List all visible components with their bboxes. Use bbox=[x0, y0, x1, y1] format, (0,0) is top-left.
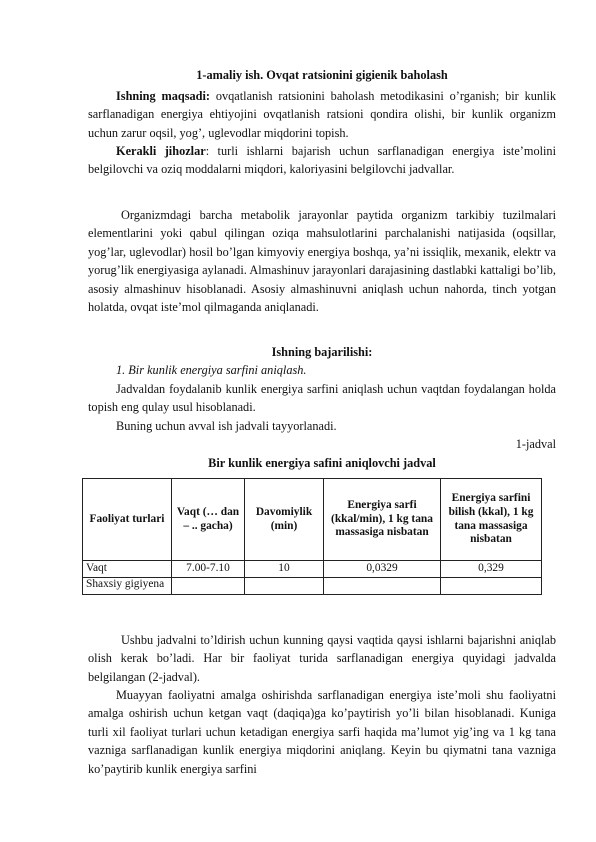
equipment-paragraph bbox=[88, 142, 556, 179]
step1-heading: 1. Bir kunlik energiya sarfini aniqlash. bbox=[116, 363, 307, 377]
after-table-paragraph-2: Muayyan faoliyatni amalga oshirishda sarflanadigan energiya iste’moli shu faoliyatni amalga oshirish uchun ketgan vaqt (daqiqa)ga ko’paytirish yo’li bilan hisoblanadi. Kuniga turli xil faoliyat turlari uchun ketadigan energiya sarfi haqida ma’lumot yig’ing va 1 kg tana vazniga sarflanadigan kunlik energiya miqdorini aniqlang. Keyin bu qiymatni tana vazniga ko’paytirib kunlik energiya sarfini bbox=[88, 688, 556, 776]
table-cell: 0,329 bbox=[441, 561, 542, 578]
aim-paragraph bbox=[88, 87, 556, 142]
table-header-cell: Vaqt (… dan – .. gacha) bbox=[172, 479, 245, 561]
table-cell: 7.00-7.10 bbox=[172, 561, 245, 578]
table-cell: Vaqt bbox=[83, 561, 172, 578]
equipment-text: : turli ishlarni bajarish uchun sarflanadigan energiya iste’molini belgilovchi va oziq moddalarni miqdori, kaloriyasini belgilovchi jadvallar. bbox=[88, 144, 556, 177]
table-cell bbox=[441, 578, 542, 595]
table-header-cell: Energiya sarfi (kkal/min), 1 kg tana massasiga nisbatan bbox=[324, 479, 441, 561]
energy-table bbox=[82, 478, 542, 595]
table-header-row bbox=[83, 479, 542, 561]
step1-text2: Buning uchun avval ish jadvali tayyorlanadi. bbox=[116, 419, 337, 433]
table-header-cell: Energiya sarfini bilish (kkal), 1 kg tana massasiga nisbatan bbox=[441, 479, 542, 561]
table-cell: 10 bbox=[245, 561, 324, 578]
procedure-heading: Ishning bajarilishi: bbox=[271, 345, 373, 359]
table-cell: Shaxsiy gigiyena bbox=[83, 578, 172, 595]
page-title: 1-amaliy ish. Ovqat ratsionini gigienik baholash bbox=[196, 68, 448, 82]
table-cell: 0,0329 bbox=[324, 561, 441, 578]
table-cell bbox=[245, 578, 324, 595]
step1-text: Jadvaldan foydalanib kunlik energiya sarfini aniqlash uchun vaqtdan foydalangan holda topish eng qulay usul hisoblanadi. bbox=[88, 382, 556, 415]
table-cell bbox=[172, 578, 245, 595]
table-header-cell: Davomiylik (min) bbox=[245, 479, 324, 561]
after-table-paragraph-1: Ushbu jadvalni to’ldirish uchun kunning qaysi vaqtida qaysi ishlarni bajarishni aniqlab olish kerak bo’ladi. Har bir faoliyat turida sarflanadigan energiya quyidagi jadvalda belgilangan (2-jadval). bbox=[88, 633, 556, 684]
equipment-label: Kerakli jihozlar bbox=[116, 144, 206, 158]
table-header-cell: Faoliyat turlari bbox=[83, 479, 172, 561]
table-number: 1-jadval bbox=[515, 437, 556, 451]
intro-paragraph: Organizmdagi barcha metabolik jarayonlar paytida organizm tarkibiy tuzilmalari elementlarini yoki qabul qilingan oziqa mahsulotlarini parchalanishi natijasida (oqsillar, yog’lar, uglevodlar) hosil bo’lgan kimyoviy energiya boshqa, ya’ni issiqlik, mexanik, elektr va yorug’lik energiyasiga aylanadi. Almashinuv jarayonlari darajasining dastlabki kattaligi bo’lib, asosiy almashinuv hisoblanadi. Asosiy almashinuvni aniqlash uchun nahorda, tinch yotgan holatda, ovqat iste’mol qilmaganda aniqlanadi. bbox=[88, 208, 556, 315]
aim-text: ovqatlanish ratsionini baholash metodikasini o’rganish; bir kunlik sarflanadigan energiya ehtiyojini ovqatlanish ratsioni qondira olishi, bir kunlik organizm uchun zarur oqsil, yog’, uglevodlar miqdorini topish. bbox=[88, 89, 556, 140]
table-row bbox=[83, 578, 542, 595]
table-row bbox=[83, 561, 542, 578]
table-cell bbox=[324, 578, 441, 595]
aim-label: Ishning maqsadi: bbox=[116, 89, 211, 103]
table-title: Bir kunlik energiya safini aniqlovchi jadval bbox=[208, 456, 436, 470]
